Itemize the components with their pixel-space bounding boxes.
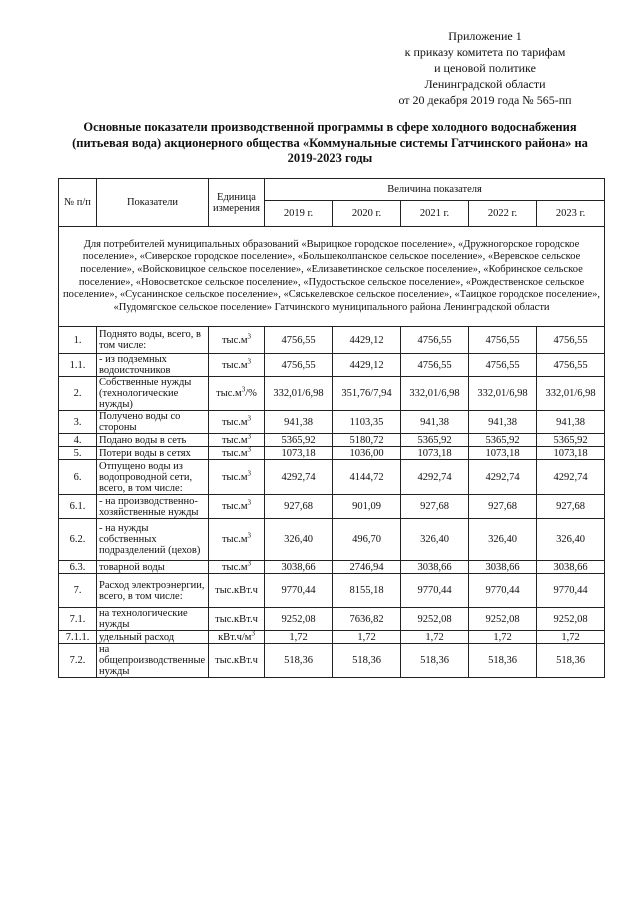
header-year-2023: 2023 г.	[537, 201, 605, 227]
row-value-2022: 1073,18	[469, 447, 537, 460]
table-row	[59, 460, 605, 495]
header-year-2022: 2022 г.	[469, 201, 537, 227]
header-year-2021: 2021 г.	[401, 201, 469, 227]
row-value-2022: 3038,66	[469, 561, 537, 574]
row-value-2022: 5365,92	[469, 434, 537, 447]
row-value-2023: 4756,55	[537, 354, 605, 377]
unit-text: тыс.кВт.ч	[215, 585, 258, 596]
table-row	[59, 574, 605, 608]
row-value-2023: 326,40	[537, 519, 605, 561]
row-num: 6.2.	[59, 519, 97, 561]
row-value-2023: 9252,08	[537, 608, 605, 631]
row-value-2021: 3038,66	[401, 561, 469, 574]
appendix-line: к приказу комитета по тарифам	[404, 45, 566, 59]
unit-text: тыс.м	[221, 359, 248, 371]
row-unit	[209, 327, 265, 354]
row-label: удельный расход	[97, 631, 209, 644]
header-year-2020: 2020 г.	[333, 201, 401, 227]
row-num: 5.	[59, 447, 97, 460]
table-row	[59, 354, 605, 377]
row-value-2020: 1,72	[333, 631, 401, 644]
row-value-2021: 941,38	[401, 411, 469, 434]
row-value-2022: 4292,74	[469, 460, 537, 495]
unit-text: кВт.ч/м	[218, 631, 252, 643]
row-value-2022: 4756,55	[469, 354, 537, 377]
unit-superscript: 3	[247, 414, 252, 422]
row-label: - на нужды собственных подразделений (цехов)	[97, 519, 209, 561]
row-value-2023: 5365,92	[537, 434, 605, 447]
row-unit	[209, 434, 265, 447]
table-row	[59, 631, 605, 644]
row-value-2022: 4756,55	[469, 327, 537, 354]
row-value-2020: 496,70	[333, 519, 401, 561]
table-row	[59, 434, 605, 447]
row-value-2020: 7636,82	[333, 608, 401, 631]
row-value-2023: 1073,18	[537, 447, 605, 460]
row-unit	[209, 377, 265, 411]
row-value-2019: 1,72	[265, 631, 333, 644]
row-num: 7.1.	[59, 608, 97, 631]
row-value-2019: 518,36	[265, 644, 333, 678]
row-num: 1.1.	[59, 354, 97, 377]
row-value-2021: 5365,92	[401, 434, 469, 447]
unit-superscript: 3	[251, 630, 255, 637]
row-value-2022: 326,40	[469, 519, 537, 561]
row-value-2021: 4756,55	[401, 327, 469, 354]
row-num: 7.1.1.	[59, 631, 97, 644]
row-label: - на производственно-хозяйственные нужды	[97, 495, 209, 519]
unit-text: тыс.м	[216, 388, 242, 399]
row-value-2021: 1,72	[401, 631, 469, 644]
row-value-2023: 1,72	[537, 631, 605, 644]
row-value-2021: 9252,08	[401, 608, 469, 631]
indicators-table	[58, 178, 605, 678]
table-row	[59, 447, 605, 460]
table-row	[59, 561, 605, 574]
row-value-2021: 332,01/6,98	[401, 377, 469, 411]
unit-text: тыс.кВт.ч	[215, 613, 258, 625]
row-value-2019: 4756,55	[265, 354, 333, 377]
row-unit	[209, 411, 265, 434]
row-value-2020: 1103,35	[333, 411, 401, 434]
row-value-2023: 4292,74	[537, 460, 605, 495]
row-unit	[209, 574, 265, 608]
row-value-2023: 927,68	[537, 495, 605, 519]
table-row	[59, 411, 605, 434]
unit-superscript: 3	[241, 385, 246, 394]
row-value-2021: 4292,74	[401, 460, 469, 495]
header-indicator: Показатели	[97, 179, 209, 227]
row-num: 7.2.	[59, 644, 97, 678]
row-value-2021: 9770,44	[401, 574, 469, 608]
row-value-2019: 4756,55	[265, 327, 333, 354]
row-label: Подано воды в сеть	[97, 434, 209, 447]
unit-superscript: 3	[247, 446, 252, 453]
row-num: 6.1.	[59, 495, 97, 519]
row-value-2021: 4756,55	[401, 354, 469, 377]
row-value-2023: 9770,44	[537, 574, 605, 608]
row-unit	[209, 519, 265, 561]
row-value-2023: 4756,55	[537, 327, 605, 354]
row-num: 1.	[59, 327, 97, 354]
unit-superscript: 3	[247, 469, 252, 477]
unit-superscript: 3	[247, 332, 252, 340]
header-num: № п/п	[59, 179, 97, 227]
row-unit	[209, 447, 265, 460]
unit-superscript: 3	[247, 357, 252, 365]
row-value-2020: 4144,72	[333, 460, 401, 495]
appendix-line: Ленинградской области	[424, 77, 546, 91]
row-label: Расход электроэнергии, всего, в том числе:	[97, 574, 209, 608]
table-row	[59, 608, 605, 631]
table-row	[59, 377, 605, 411]
unit-text: тыс.м	[221, 501, 248, 512]
row-unit	[209, 608, 265, 631]
row-num: 6.3.	[59, 561, 97, 574]
row-value-2021: 927,68	[401, 495, 469, 519]
row-value-2023: 941,38	[537, 411, 605, 434]
row-value-2020: 1036,00	[333, 447, 401, 460]
row-unit	[209, 561, 265, 574]
appendix-line: и ценовой политике	[434, 61, 536, 75]
row-value-2022: 927,68	[469, 495, 537, 519]
row-value-2023: 332,01/6,98	[537, 377, 605, 411]
row-label: на общепроизводственные нужды	[97, 644, 209, 678]
unit-suffix: /%	[245, 388, 257, 399]
row-label: - из подземных водоисточников	[97, 354, 209, 377]
row-label: Поднято воды, всего, в том числе:	[97, 327, 209, 354]
row-unit	[209, 631, 265, 644]
row-value-2020: 2746,94	[333, 561, 401, 574]
row-label: Получено воды со стороны	[97, 411, 209, 434]
unit-superscript: 3	[247, 560, 252, 567]
row-num: 3.	[59, 411, 97, 434]
row-value-2023: 3038,66	[537, 561, 605, 574]
row-value-2020: 4429,12	[333, 327, 401, 354]
unit-superscript: 3	[247, 498, 252, 507]
row-label: Потери воды в сетях	[97, 447, 209, 460]
document-title: Основные показатели производственной программы в сфере холодного водоснабжения (питьевая вода) акционерного общества «Коммунальные системы Гатчинского района» на 2019-2023 годы	[72, 120, 588, 165]
row-value-2019: 332,01/6,98	[265, 377, 333, 411]
table-row	[59, 495, 605, 519]
header-unit: Единица измерения	[209, 179, 265, 227]
row-unit	[209, 644, 265, 678]
row-value-2022: 9252,08	[469, 608, 537, 631]
unit-superscript: 3	[247, 433, 252, 440]
row-value-2020: 901,09	[333, 495, 401, 519]
appendix-line: Приложение 1	[448, 29, 522, 43]
row-value-2020: 351,76/7,94	[333, 377, 401, 411]
row-value-2019: 9252,08	[265, 608, 333, 631]
row-value-2021: 1073,18	[401, 447, 469, 460]
table-row	[59, 519, 605, 561]
row-value-2019: 927,68	[265, 495, 333, 519]
row-label: на технологические нужды	[97, 608, 209, 631]
row-value-2019: 1073,18	[265, 447, 333, 460]
row-value-2023: 518,36	[537, 644, 605, 678]
row-value-2020: 8155,18	[333, 574, 401, 608]
unit-text: тыс.м	[221, 416, 248, 428]
row-num: 7.	[59, 574, 97, 608]
appendix-block	[375, 28, 595, 108]
row-unit	[209, 460, 265, 495]
row-value-2019: 4292,74	[265, 460, 333, 495]
unit-text: тыс.м	[221, 334, 248, 346]
row-value-2022: 941,38	[469, 411, 537, 434]
consumer-group-row: Для потребителей муниципальных образований «Вырицкое городское поселение», «Дружногорское городское поселение», «Сиверское городское поселение», «Большеколпанское сельское поселение», «Веревское сельское поселение», «Войсковицкое сельское поселение», «Елизаветинское сельское поселение», «Кобринское сельское поселение», «Новосветское сельское поселение», «Пудостьское сельское поселение», «Рождественское сельское поселение», «Сусанинское сельское поселение», «Сяськелевское сельское поселение», «Таицкое городское поселение», «Пудомягское сельское поселение» Гатчинского муниципального района Ленинградской области	[59, 227, 605, 327]
header-value: Величина показателя	[265, 179, 605, 201]
row-label: Отпущено воды из водопроводной сети, всего, в том числе:	[97, 460, 209, 495]
row-num: 2.	[59, 377, 97, 411]
unit-text: тыс.м	[221, 447, 248, 459]
row-value-2020: 518,36	[333, 644, 401, 678]
row-value-2020: 5180,72	[333, 434, 401, 447]
row-value-2019: 9770,44	[265, 574, 333, 608]
table-row	[59, 644, 605, 678]
row-value-2019: 5365,92	[265, 434, 333, 447]
row-unit	[209, 354, 265, 377]
row-value-2019: 326,40	[265, 519, 333, 561]
row-value-2022: 9770,44	[469, 574, 537, 608]
unit-text: тыс.м	[221, 561, 248, 573]
appendix-line: от 20 декабря 2019 года № 565-пп	[398, 93, 572, 107]
row-num: 4.	[59, 434, 97, 447]
row-value-2022: 1,72	[469, 631, 537, 644]
row-value-2022: 332,01/6,98	[469, 377, 537, 411]
unit-text: тыс.м	[221, 434, 248, 446]
row-value-2021: 518,36	[401, 644, 469, 678]
table-row	[59, 327, 605, 354]
unit-superscript: 3	[247, 531, 252, 540]
row-value-2022: 518,36	[469, 644, 537, 678]
unit-text: тыс.м	[221, 471, 248, 483]
unit-text: тыс.м	[221, 534, 248, 545]
row-unit	[209, 495, 265, 519]
row-label: Собственные нужды (технологические нужды)	[97, 377, 209, 411]
row-value-2019: 941,38	[265, 411, 333, 434]
row-label: товарной воды	[97, 561, 209, 574]
row-value-2020: 4429,12	[333, 354, 401, 377]
row-num: 6.	[59, 460, 97, 495]
row-value-2019: 3038,66	[265, 561, 333, 574]
header-year-2019: 2019 г.	[265, 201, 333, 227]
row-value-2021: 326,40	[401, 519, 469, 561]
unit-text: тыс.кВт.ч	[215, 655, 258, 666]
